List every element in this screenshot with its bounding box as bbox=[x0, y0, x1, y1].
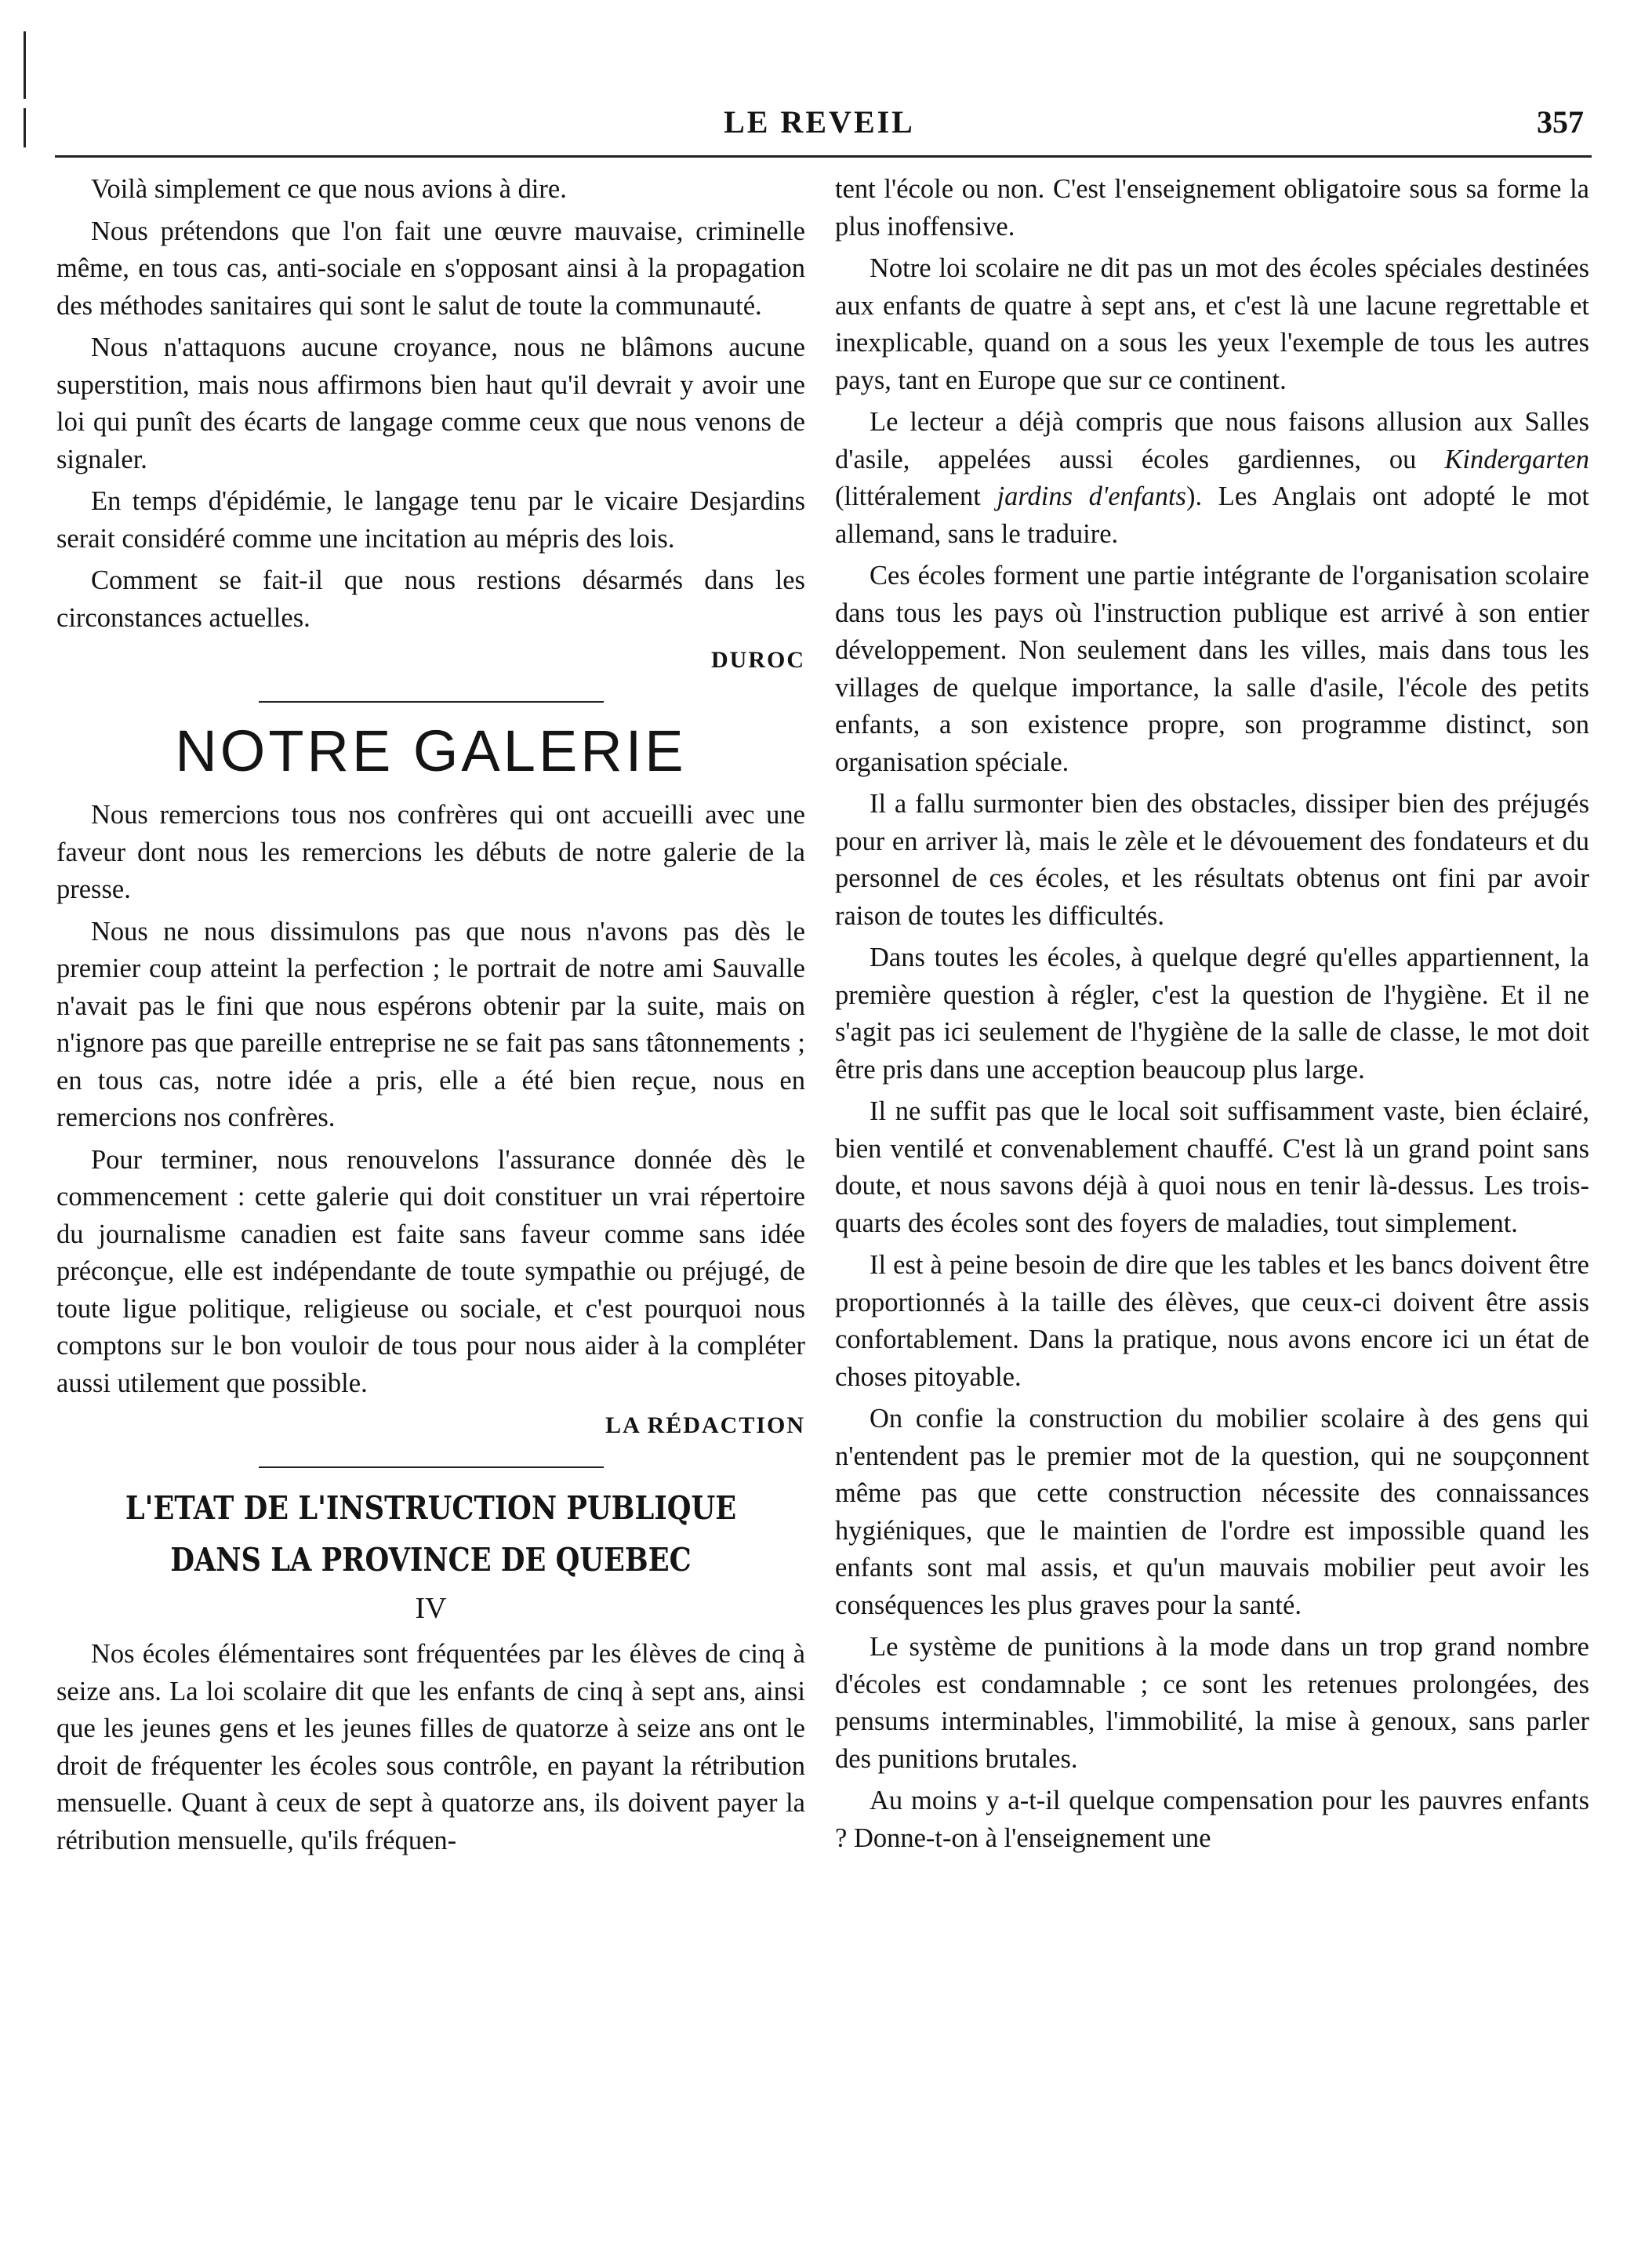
paragraph: En temps d'épidémie, le langage tenu par le vicaire Desjardins serait considéré comme une incitation au mépris des lois. bbox=[56, 486, 805, 554]
text: Le lecteur a déjà compris que nous faisons allusion aux Salles d'asile, appelées aussi écoles gardiennes, ou bbox=[835, 407, 1589, 474]
running-title: LE REVEIL bbox=[724, 104, 915, 140]
section-divider bbox=[259, 1466, 604, 1468]
paragraph: Le système de punitions à la mode dans un trop grand nombre d'écoles est condamnable ; ce sont les retenues prolongées, des pensums interminables, l'immobilité, la mise à genoux, sans parler des punitions brutales. bbox=[835, 1632, 1589, 1774]
paragraph: Il ne suffit pas que le local soit suffisamment vaste, bien éclairé, bien ventilé et convenablement chauffé. C'est là un grand point sans doute, et nous savons déjà à quoi nous en tenir là-dessus. Les trois-quarts des écoles sont des foyers de maladies, tout simplement. bbox=[835, 1096, 1589, 1238]
paragraph: Pour terminer, nous renouvelons l'assurance donnée dès le commencement : cette galerie qui doit constituer un vrai répertoire du journalisme canadien est faite sans faveur comme sans idée préconçue, elle est indépendante de toute sympathie ou préjugé, de toute ligue politique, religieuse ou sociale, et c'est pourquoi nous comptons sur le bon vouloir de tous pour nous aider à la compléter aussi utilement que possible. bbox=[56, 1144, 805, 1398]
paragraph: Nous n'attaquons aucune croyance, nous ne blâmons aucune superstition, mais nous affirmons bien haut qu'il devrait y avoir une loi qui punît des écarts de langage comme ceux que nous venons de signaler. bbox=[56, 333, 805, 474]
paragraph: Dans toutes les écoles, à quelque degré qu'elles appartiennent, la première question à régler, c'est la question de l'hygiène. Et il ne s'agit pas ici seulement de l'hygiène de la salle de classe, le mot doit être pris dans une acception beaucoup plus large. bbox=[835, 943, 1589, 1085]
article-signature: LA RÉDACTION bbox=[605, 1412, 805, 1438]
paragraph: Notre loi scolaire ne dit pas un mot des écoles spéciales destinées aux enfants de quatre à sept ans, et c'est là une lacune regrettable et inexplicable, quand on a sous les yeux l'exemple de tous les autres pays, tant en Europe que sur ce continent. bbox=[835, 253, 1589, 395]
scan-margin-mark bbox=[24, 108, 26, 147]
section-divider bbox=[259, 701, 604, 703]
paragraph: Nos écoles élémentaires sont fréquentées par les élèves de cinq à seize ans. La loi scolaire dit que les enfants de cinq à sept ans, ainsi que les jeunes gens et les jeunes filles de quatorze à seize ans ont le droit de fréquenter les écoles sous contrôle, en payant la rétribution mensuelle. Quant à ceux de sept à quatorze ans, ils doivent payer la rétribution mensuelle, qu'ils fréquen- bbox=[56, 1639, 805, 1855]
text: (littéralement bbox=[835, 482, 997, 511]
right-column bbox=[835, 171, 1589, 1862]
paragraph: Comment se fait-il que nous restions désarmés dans les circonstances actuelles. bbox=[56, 565, 805, 633]
paragraph: Voilà simplement ce que nous avions à dire. bbox=[91, 174, 567, 204]
paragraph: Il est à peine besoin de dire que les tables et les bancs doivent être proportionnés à la taille des élèves, que ceux-ci doivent être assis confortablement. Dans la pratique, nous avons encore ici un état de choses pitoyable. bbox=[835, 1250, 1589, 1392]
article-title: L'ETAT DE L'INSTRUCTION PUBLIQUE DANS LA PROVINCE DE QUEBEC bbox=[125, 1489, 737, 1579]
paragraph: Ces écoles forment une partie intégrante de l'organisation scolaire dans tous les pays où l'instruction publique est arrivé à son entier développement. Non seulement dans les villes, mais dans tous les villages de quelque importance, la salle d'asile, l'école des petits enfants, a son existence propre, son programme distinct, son organisation spéciale. bbox=[835, 561, 1589, 777]
page-header bbox=[55, 104, 1584, 147]
header-rule bbox=[55, 155, 1592, 158]
text: ). Les Anglais ont adopté le mot allemand, sans le traduire. bbox=[835, 482, 1590, 549]
paragraph bbox=[835, 404, 1589, 553]
italic-term: Kindergarten bbox=[1444, 444, 1589, 474]
paragraph: Il a fallu surmonter bien des obstacles, dissiper bien des préjugés pour en arriver là, mais le zèle et le dévouement des fondateurs et du personnel de ces écoles, et les résultats obtenus ont fini par avoir raison de toutes les difficultés. bbox=[835, 789, 1589, 931]
page-number: 357 bbox=[1537, 104, 1584, 140]
article-signature: DUROC bbox=[711, 647, 805, 673]
paragraph: Nous remercions tous nos confrères qui ont accueilli avec une faveur dont nous les remercions les débuts de notre galerie de la presse. bbox=[56, 800, 805, 904]
section-title: NOTRE GALERIE bbox=[175, 718, 687, 783]
paragraph: Nous ne nous dissimulons pas que nous n'avons pas dès le premier coup atteint la perfection ; le portrait de notre ami Sauvalle n'avait pas le fini que nous espérons obtenir par la suite, mais on n'ignore pas que pareille entreprise ne se fait pas sans tâtonnements ; en tous cas, notre idée a pris, elle a été bien reçue, nous en remercions nos confrères. bbox=[56, 916, 805, 1132]
paragraph-continuation: tent l'école ou non. C'est l'enseignement obligatoire sous sa forme la plus inoffensive. bbox=[835, 174, 1589, 242]
paragraph: On confie la construction du mobilier scolaire à des gens qui n'entendent pas le premier mot de la question, qui ne soupçonnent même pas que cette construction nécessite des connaissances hygiéniques, que le maintien de l'ordre est impossible quand les enfants sont mal assis, et qu'un mauvais mobilier peut avoir les conséquences les plus graves pour la santé. bbox=[835, 1404, 1589, 1620]
paragraph: Au moins y a-t-il quelque compensation pour les pauvres enfants ? Donne-t-on à l'enseignement une bbox=[835, 1786, 1589, 1853]
italic-term: jardins d'enfants bbox=[997, 482, 1186, 511]
paragraph: Nous prétendons que l'on fait une œuvre mauvaise, criminelle même, en tous cas, anti-sociale en s'opposant ainsi à la propagation des méthodes sanitaires qui sont le salut de toute la communauté. bbox=[56, 216, 805, 321]
scan-margin-mark bbox=[24, 31, 26, 99]
left-column bbox=[56, 171, 805, 1864]
article-part-number: IV bbox=[415, 1592, 447, 1625]
